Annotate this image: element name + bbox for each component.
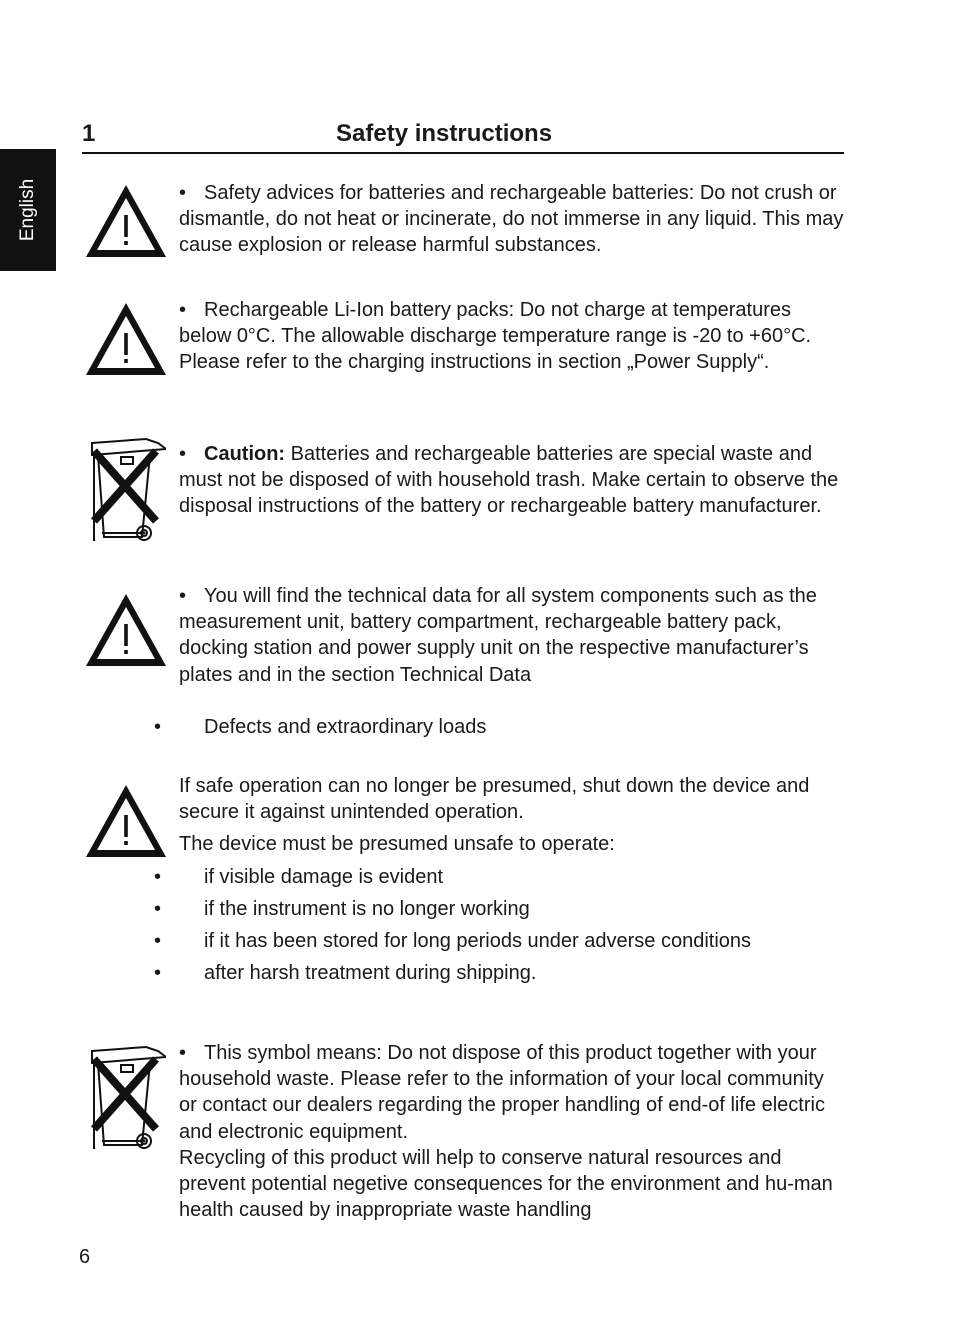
disposal-text: Batteries and rechargeable batteries are special waste and must not be disposed of with household trash. Make certain to observe the disposal instructions of the battery or rechargeable battery manufacturer. — [179, 443, 839, 518]
disposal-section: • Caution: Batteries and rechargeable batteries are special waste and must not be disposed of with household trash. Make certain to observe the disposal instructions of the battery or rechargeable battery manufacturer. — [179, 443, 839, 518]
defects-text: Defects and extraordinary loads — [204, 716, 487, 738]
list-item: • if visible damage is evident — [154, 865, 444, 888]
battery-safety-section: • Safety advices for batteries and rechargeable batteries: Do not crush or dismantle, do not heat or incinerate, do not immerse in any liquid. This may cause explosion or release harmful substances. — [179, 182, 844, 257]
page-title: Safety instructions — [336, 120, 553, 147]
recycling-text: Recycling of this product will help to conserve natural resources and prevent potential negetive consequences for the environment and hu-man health caused by inappropriate waste handling — [179, 1146, 833, 1222]
list-item: • if the instrument is no longer working — [154, 897, 530, 920]
caution-label: Caution: — [204, 443, 286, 465]
crossed-out-wheelie-bin-icon — [86, 435, 166, 545]
language-tab — [0, 149, 56, 271]
page-number: 6 — [79, 1246, 91, 1268]
list-item: • if it has been stored for long periods under adverse conditions — [154, 930, 752, 953]
crossed-out-wheelie-bin-icon — [86, 1043, 166, 1153]
li-ion-text: Rechargeable Li-Ion battery packs: Do not charge at temperatures below 0°C. The allowable discharge temperature range is -20 to +60°C. Please refer to the charging instructions in section „Power Supply“. — [179, 299, 812, 374]
technical-data-section: • You will find the technical data for all system components such as the measurement unit, battery compartment, rechargeable battery pack, docking station and power supply unit on the respective manufacturer’s plates and in the section Technical Data — [179, 585, 817, 686]
battery-safety-text: Safety advices for batteries and rechargeable batteries: Do not crush or dismantle, do not heat or incinerate, do not immerse in any liquid. This may cause explosion or release harmful substances. — [179, 182, 844, 257]
warning-triangle-icon — [84, 592, 168, 668]
language-tab-label: English — [17, 178, 38, 242]
weee-text: This symbol means: Do not dispose of this product together with your household waste. Please refer to the information of your local community or contact our dealers regarding the proper handling of end-of life electric and electronic equipment. — [179, 1042, 825, 1143]
unsafe-presumed-text: The device must be presumed unsafe to operate: — [179, 833, 615, 856]
warning-triangle-icon — [84, 783, 168, 859]
defects-section: • Defects and extraordinary loads — [154, 716, 487, 738]
page-heading — [82, 118, 844, 154]
li-ion-section: • Rechargeable Li-Ion battery packs: Do not charge at temperatures below 0°C. The allowable discharge temperature range is -20 to +60°C. Please refer to the charging instructions in section „Power Supply“. — [179, 299, 812, 374]
safe-operation-section — [154, 773, 844, 986]
chapter-number: 1 — [82, 120, 96, 147]
technical-data-text: You will find the technical data for all system components such as the measurement unit, battery compartment, rechargeable battery pack, docking station and power supply unit on the respective manufacturer’s plates and in the section Technical Data — [179, 585, 817, 686]
warning-triangle-icon — [84, 183, 168, 259]
warning-triangle-icon — [84, 301, 168, 377]
safe-operation-intro: If safe operation can no longer be presumed, shut down the device and secure it against unintended operation. — [179, 775, 810, 824]
list-item: • after harsh treatment during shipping. — [154, 962, 537, 985]
weee-section: • This symbol means: Do not dispose of this product together with your household waste. Please refer to the information of your local community or contact our dealers regarding the proper handling of end-of life electric and electronic equipment. Recycling of this product will help to conserve natural resources and prevent potential negetive consequences for the environment and hu-man health caused by inappropriate waste handling — [179, 1040, 844, 1223]
